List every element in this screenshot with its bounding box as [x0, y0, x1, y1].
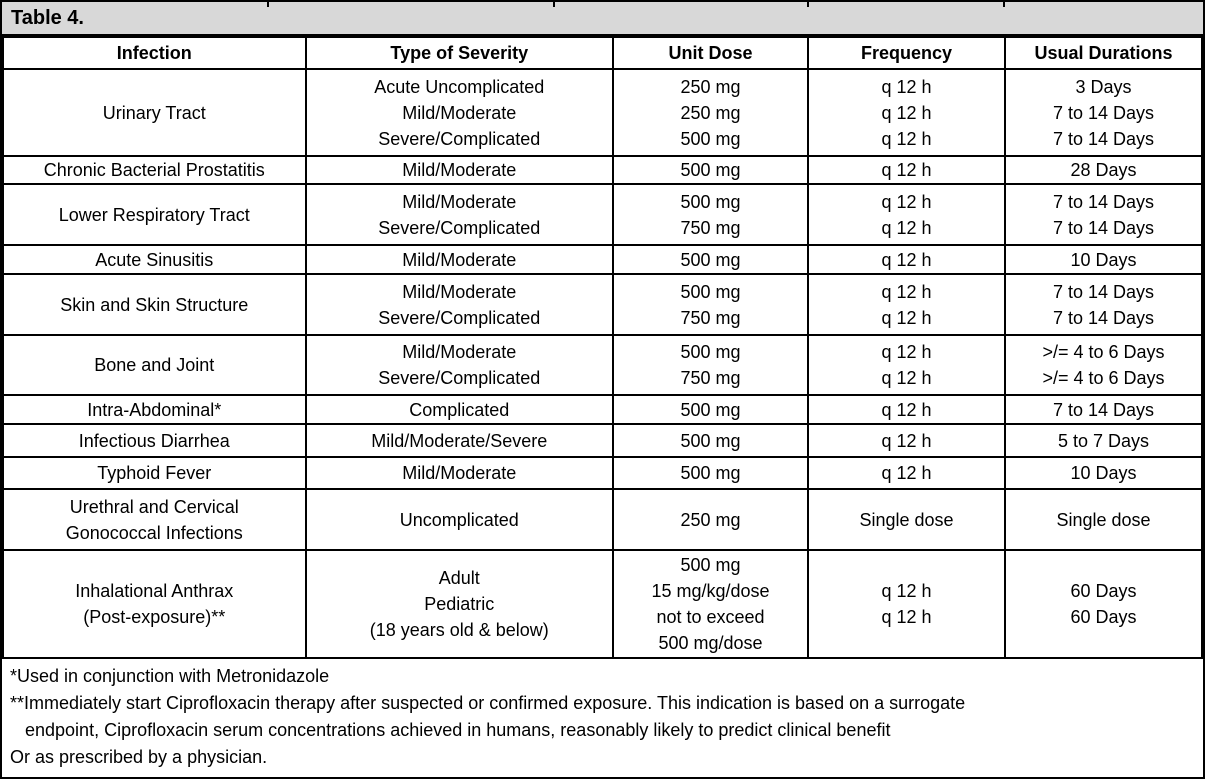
cell-line: Chronic Bacterial Prostatitis — [43, 160, 265, 180]
cell-line: 60 Days — [1070, 607, 1137, 627]
cell-dose — [613, 245, 808, 274]
footnotes — [2, 659, 1203, 777]
cell-frequency — [808, 335, 1005, 395]
cell-line: 500 mg — [680, 249, 741, 270]
cell-frequency — [808, 457, 1005, 489]
cell-line: (Post-exposure)** — [83, 607, 226, 627]
table-title-bar — [2, 2, 1203, 36]
cell-line: Severe/Complicated — [378, 217, 541, 238]
cell-line: 500 mg — [680, 128, 741, 149]
cell-line: 500 mg — [680, 191, 741, 212]
cell-frequency — [808, 274, 1005, 335]
cell-line: 28 Days — [1070, 160, 1137, 180]
cell-line: >/= 4 to 6 Days — [1042, 368, 1165, 388]
cell-line: Typhoid Fever — [97, 463, 212, 483]
cell-dose — [613, 156, 808, 184]
cell-line: Severe/Complicated — [378, 368, 541, 388]
cell-line: q 12 h — [881, 76, 932, 97]
cell-line: 500 mg — [680, 430, 741, 451]
cell-dose — [613, 184, 808, 245]
cell-line: q 12 h — [881, 160, 932, 180]
cell-duration — [1005, 335, 1202, 395]
cell-duration — [1005, 184, 1202, 245]
top-edge-tick — [267, 2, 269, 7]
cell-dose — [613, 489, 808, 550]
cell-line: Mild/Moderate — [402, 281, 517, 302]
cell-severity — [306, 274, 614, 335]
cell-line: 7 to 14 Days — [1052, 128, 1155, 149]
cell-line: q 12 h — [881, 607, 932, 627]
cell-line: 60 Days — [1070, 581, 1137, 601]
cell-duration — [1005, 550, 1202, 658]
cell-duration — [1005, 489, 1202, 550]
cell-line: 3 Days — [1075, 76, 1132, 97]
cell-line: 10 Days — [1070, 463, 1137, 483]
cell-severity — [306, 424, 614, 457]
cell-frequency — [808, 156, 1005, 184]
cell-line: 500 mg/dose — [658, 633, 763, 653]
cell-line: 7 to 14 Days — [1052, 399, 1155, 420]
cell-infection — [3, 274, 306, 335]
cell-line: q 12 h — [881, 217, 932, 238]
cell-line: Intra-Abdominal* — [87, 399, 222, 420]
cell-duration — [1005, 156, 1202, 184]
table-body — [3, 69, 1202, 658]
cell-dose — [613, 69, 808, 156]
cell-line: Gonococcal Infections — [65, 522, 243, 543]
cell-frequency — [808, 69, 1005, 156]
cell-line: 250 mg — [680, 102, 741, 123]
cell-severity — [306, 245, 614, 274]
cell-line: >/= 4 to 6 Days — [1042, 342, 1165, 362]
dosage-table — [2, 36, 1203, 659]
cell-line: not to exceed — [656, 607, 765, 627]
cell-line: 500 mg — [680, 281, 741, 302]
cell-dose — [613, 335, 808, 395]
cell-line: q 12 h — [881, 399, 932, 420]
table-row — [3, 69, 1202, 156]
table-row — [3, 550, 1202, 658]
cell-line: Single dose — [1056, 509, 1151, 530]
cell-frequency — [808, 245, 1005, 274]
cell-line: Acute Uncomplicated — [374, 76, 545, 97]
cell-line: 10 Days — [1070, 249, 1137, 270]
cell-line: 500 mg — [680, 399, 741, 420]
cell-line: Pediatric — [424, 594, 495, 614]
cell-dose — [613, 424, 808, 457]
cell-dose — [613, 274, 808, 335]
cell-line: q 12 h — [881, 368, 932, 388]
footnote-metronidazole: *Used in conjunction with Metronidazole — [10, 666, 330, 686]
cell-line: Acute Sinusitis — [95, 249, 214, 270]
cell-line: Single dose — [859, 509, 954, 530]
table-row — [3, 424, 1202, 457]
cell-severity — [306, 457, 614, 489]
cell-severity — [306, 184, 614, 245]
cell-line: Mild/Moderate — [402, 249, 517, 270]
cell-severity — [306, 156, 614, 184]
cell-line: 7 to 14 Days — [1052, 281, 1155, 302]
cell-infection — [3, 69, 306, 156]
cell-frequency — [808, 424, 1005, 457]
cell-duration — [1005, 457, 1202, 489]
col-header-frequency: Frequency — [808, 37, 1005, 69]
cell-line: 750 mg — [680, 217, 741, 238]
cell-line: Mild/Moderate — [402, 342, 517, 362]
top-edge-tick — [1003, 2, 1005, 7]
cell-line: q 12 h — [881, 307, 932, 328]
table-row — [3, 489, 1202, 550]
cell-line: q 12 h — [881, 463, 932, 483]
cell-line: 750 mg — [680, 307, 741, 328]
cell-dose — [613, 550, 808, 658]
top-edge-tick — [553, 2, 555, 7]
cell-line: q 12 h — [881, 281, 932, 302]
cell-line: 250 mg — [680, 76, 741, 97]
cell-line: Inhalational Anthrax — [75, 581, 234, 601]
cell-duration — [1005, 245, 1202, 274]
cell-line: Uncomplicated — [399, 509, 519, 530]
cell-line: Mild/Moderate — [402, 463, 517, 483]
cell-line: q 12 h — [881, 249, 932, 270]
footnote-anthrax-line1: **Immediately start Ciprofloxacin therapy after suspected or confirmed exposure. This indication is based on a surrogate — [10, 693, 966, 713]
cell-line: 7 to 14 Days — [1052, 191, 1155, 212]
cell-line: Severe/Complicated — [378, 307, 541, 328]
cell-infection — [3, 457, 306, 489]
cell-infection — [3, 550, 306, 658]
cell-line: Lower Respiratory Tract — [58, 204, 250, 225]
footnote-physician: Or as prescribed by a physician. — [10, 747, 268, 767]
cell-line: q 12 h — [881, 430, 932, 451]
cell-line: 7 to 14 Days — [1052, 102, 1155, 123]
cell-duration — [1005, 424, 1202, 457]
cell-frequency — [808, 184, 1005, 245]
cell-line: 5 to 7 Days — [1057, 430, 1150, 451]
cell-line: Adult — [438, 568, 480, 588]
table-row — [3, 184, 1202, 245]
table-row — [3, 395, 1202, 424]
cell-line: Bone and Joint — [94, 355, 215, 375]
cell-line: 7 to 14 Days — [1052, 307, 1155, 328]
cell-line: 500 mg — [680, 160, 741, 180]
footnote-anthrax-line2: endpoint, Ciprofloxacin serum concentrations achieved in humans, reasonably likely to predict clinical benefit — [25, 720, 891, 740]
cell-line: Severe/Complicated — [378, 128, 541, 149]
table-row — [3, 156, 1202, 184]
cell-line: Complicated — [409, 399, 510, 420]
cell-infection — [3, 245, 306, 274]
table-title: Table 4. — [11, 6, 84, 29]
cell-line: Urethral and Cervical — [69, 496, 239, 517]
cell-line: (18 years old & below) — [369, 620, 549, 640]
cell-dose — [613, 457, 808, 489]
cell-line: q 12 h — [881, 128, 932, 149]
col-header-usual-durations: Usual Durations — [1005, 37, 1202, 69]
cell-infection — [3, 424, 306, 457]
cell-line: Mild/Moderate — [402, 102, 517, 123]
cell-infection — [3, 395, 306, 424]
cell-line: q 12 h — [881, 581, 932, 601]
cell-severity — [306, 69, 614, 156]
cell-line: 750 mg — [680, 368, 741, 388]
cell-frequency — [808, 550, 1005, 658]
cell-infection — [3, 156, 306, 184]
cell-line: Skin and Skin Structure — [60, 294, 249, 315]
cell-line: Mild/Moderate — [402, 191, 517, 212]
header-row — [3, 37, 1202, 69]
cell-duration — [1005, 274, 1202, 335]
cell-frequency — [808, 489, 1005, 550]
cell-line: 500 mg — [680, 463, 741, 483]
top-edge-tick — [807, 2, 809, 7]
cell-infection — [3, 335, 306, 395]
cell-line: Mild/Moderate — [402, 160, 517, 180]
col-header-severity: Type of Severity — [306, 37, 614, 69]
table-row — [3, 274, 1202, 335]
cell-severity — [306, 395, 614, 424]
cell-line: 15 mg/kg/dose — [651, 581, 770, 601]
table-row — [3, 457, 1202, 489]
cell-frequency — [808, 395, 1005, 424]
cell-dose — [613, 395, 808, 424]
table-row — [3, 245, 1202, 274]
cell-severity — [306, 489, 614, 550]
cell-line: Urinary Tract — [102, 102, 206, 123]
cell-line: 7 to 14 Days — [1052, 217, 1155, 238]
cell-infection — [3, 184, 306, 245]
cell-line: q 12 h — [881, 342, 932, 362]
cell-duration — [1005, 69, 1202, 156]
cell-line: q 12 h — [881, 102, 932, 123]
cell-duration — [1005, 395, 1202, 424]
cell-infection — [3, 489, 306, 550]
cell-severity — [306, 550, 614, 658]
col-header-unit-dose: Unit Dose — [613, 37, 808, 69]
cell-line: Mild/Moderate/Severe — [371, 430, 548, 451]
cell-line: 250 mg — [680, 509, 741, 530]
cell-line: 500 mg — [680, 342, 741, 362]
cell-line: q 12 h — [881, 191, 932, 212]
col-header-infection: Infection — [3, 37, 306, 69]
cell-line: Infectious Diarrhea — [78, 430, 230, 451]
cell-severity — [306, 335, 614, 395]
table-row — [3, 335, 1202, 395]
cell-line: 500 mg — [680, 555, 741, 575]
